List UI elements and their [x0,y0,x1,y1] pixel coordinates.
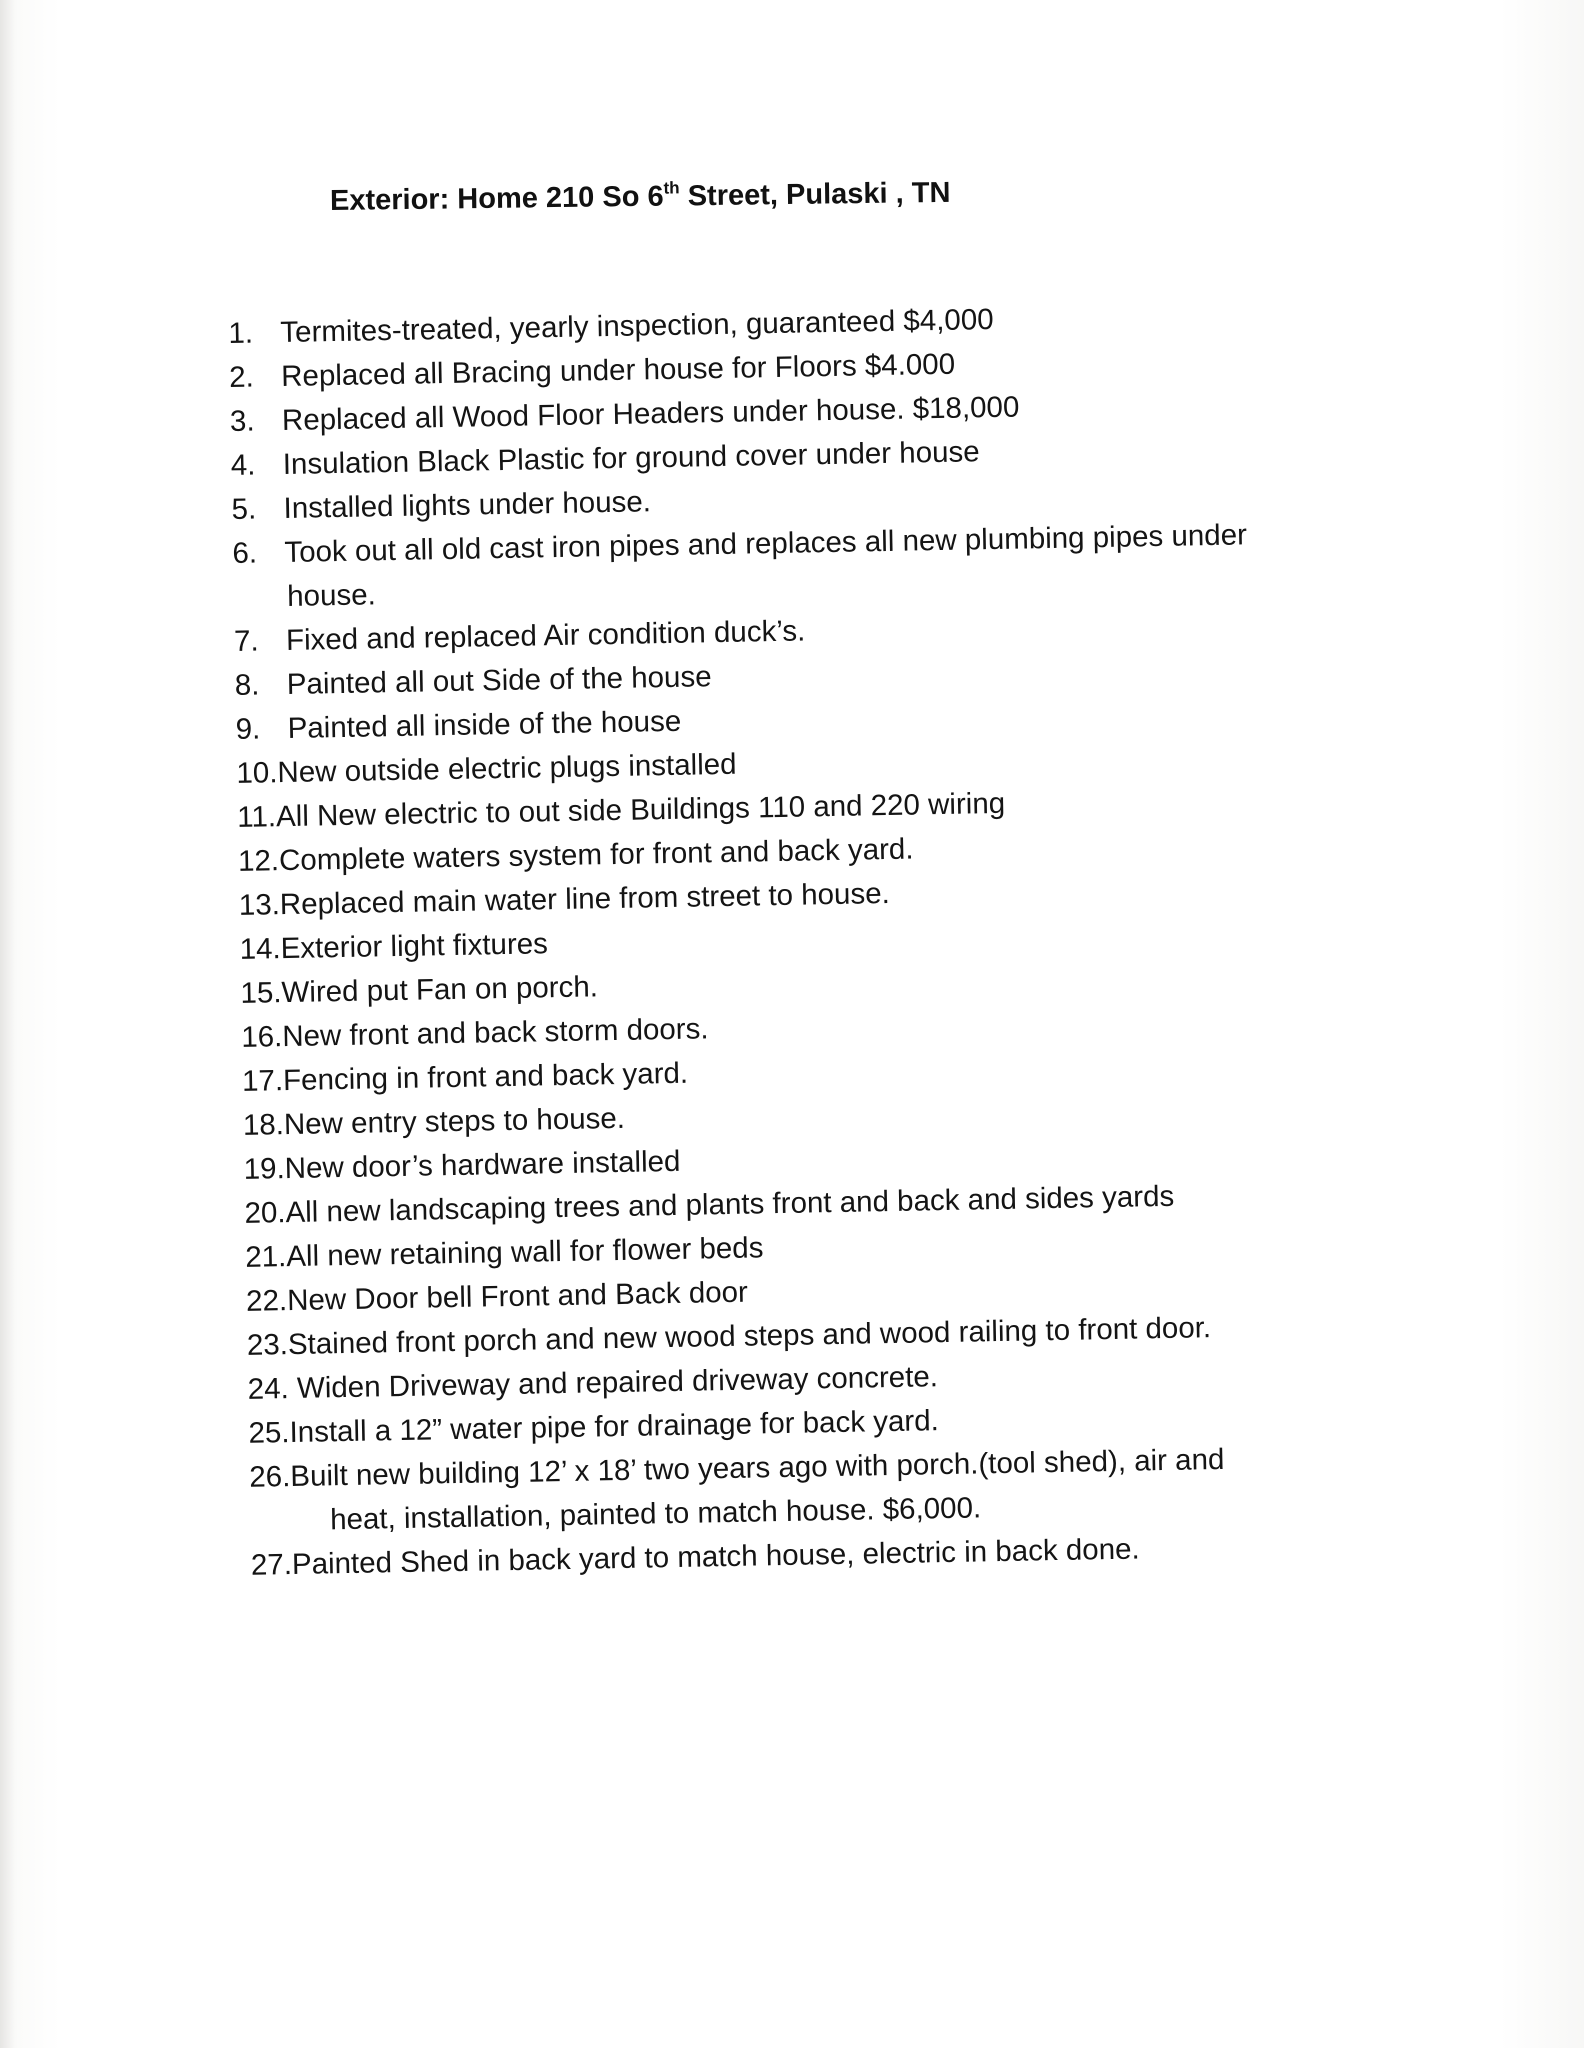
item-number: 2. [228,360,255,394]
item-text: Fencing in front and back yard. [282,1056,689,1098]
item-number: 5. [231,492,257,526]
item-number: 6. [232,536,258,570]
item-number: 14. [239,932,281,966]
item-number: 11. [236,800,277,834]
item-text: Took out all old cast iron pipes and replaces all new plumbing pipes under [284,518,1248,570]
item-text: New outside electric plugs installed [277,747,737,790]
item-number: 4. [230,448,256,482]
item-text: Insulation Black Plastic for ground cover under house [282,435,980,482]
item-text: All New electric to out side Buildings 110 and 220 wiring [275,786,1006,834]
item-text: Widen Driveway and repaired driveway concrete. [288,1360,939,1406]
document-title [330,175,951,218]
item-number: 13. [238,888,281,922]
item-text: Replaced main water line from street to house. [279,876,891,922]
item-text: Wired put Fan on porch. [281,970,599,1010]
item-number: 25. [248,1416,290,1450]
item-text: Painted Shed in back yard to match house, electric in back done. [291,1532,1140,1582]
item-text: New Door bell Front and Back door [286,1275,749,1318]
item-text: Painted all out Side of the house [286,660,712,701]
improvements-list [228,291,1411,1588]
item-text: Fixed and replaced Air condition duck’s. [285,614,806,657]
item-number: 18. [242,1108,285,1142]
title-prefix: Exterior: Home 210 So 6 [329,180,664,217]
item-text: New door’s hardware installed [284,1144,681,1186]
item-number: 8. [234,668,260,702]
item-text: All new landscaping trees and plants front and back and sides yards [285,1179,1175,1230]
item-text: Built new building 12’ x 18’ two years ago with porch.(tool shed), air and [290,1442,1225,1494]
item-text: All new retaining wall for flower beds [286,1231,764,1274]
item-number: 15. [240,976,282,1010]
title-superscript: th [663,178,680,198]
item-text: Replaced all Bracing under house for Floors $4.000 [280,347,956,394]
scan-edge-shadow [0,0,14,2048]
item-number: 27. [250,1548,293,1582]
item-number: 23. [246,1328,289,1362]
title-suffix: Street, Pulaski , TN [679,176,951,213]
item-text: Painted all inside of the house [287,704,682,745]
item-number: 21. [245,1240,287,1274]
item-text: Replaced all Wood Floor Headers under house. $18,000 [281,390,1020,438]
item-number: 1. [228,316,254,350]
item-number: 10. [236,756,278,790]
item-text: New entry steps to house. [283,1101,626,1142]
item-number: 24. [247,1372,290,1406]
item-text: Install a 12” water pipe for drainage for back yard. [289,1404,940,1450]
item-number: 26. [249,1460,291,1494]
item-number: 7. [233,624,259,658]
item-number: 20. [244,1196,286,1230]
item-number: 17. [241,1064,284,1098]
item-text: Installed lights under house. [283,485,652,526]
item-continuation: house. [286,578,377,613]
item-number: 12. [237,844,280,878]
item-number: 3. [229,404,255,438]
item-number: 16. [240,1020,283,1054]
item-text: Termites-treated, yearly inspection, guaranteed $4,000 [280,302,994,350]
item-number: 22. [245,1284,288,1318]
item-text: Stained front porch and new wood steps and wood railing to front door. [287,1311,1212,1362]
item-text: Complete waters system for front and back yard. [278,832,914,878]
item-continuation: heat, installation, painted to match house. $6,000. [329,1491,982,1537]
item-number: 9. [235,712,261,746]
item-text: Exterior light fixtures [280,927,549,966]
item-number: 19. [243,1152,286,1186]
item-text: New front and back storm doors. [282,1012,709,1054]
